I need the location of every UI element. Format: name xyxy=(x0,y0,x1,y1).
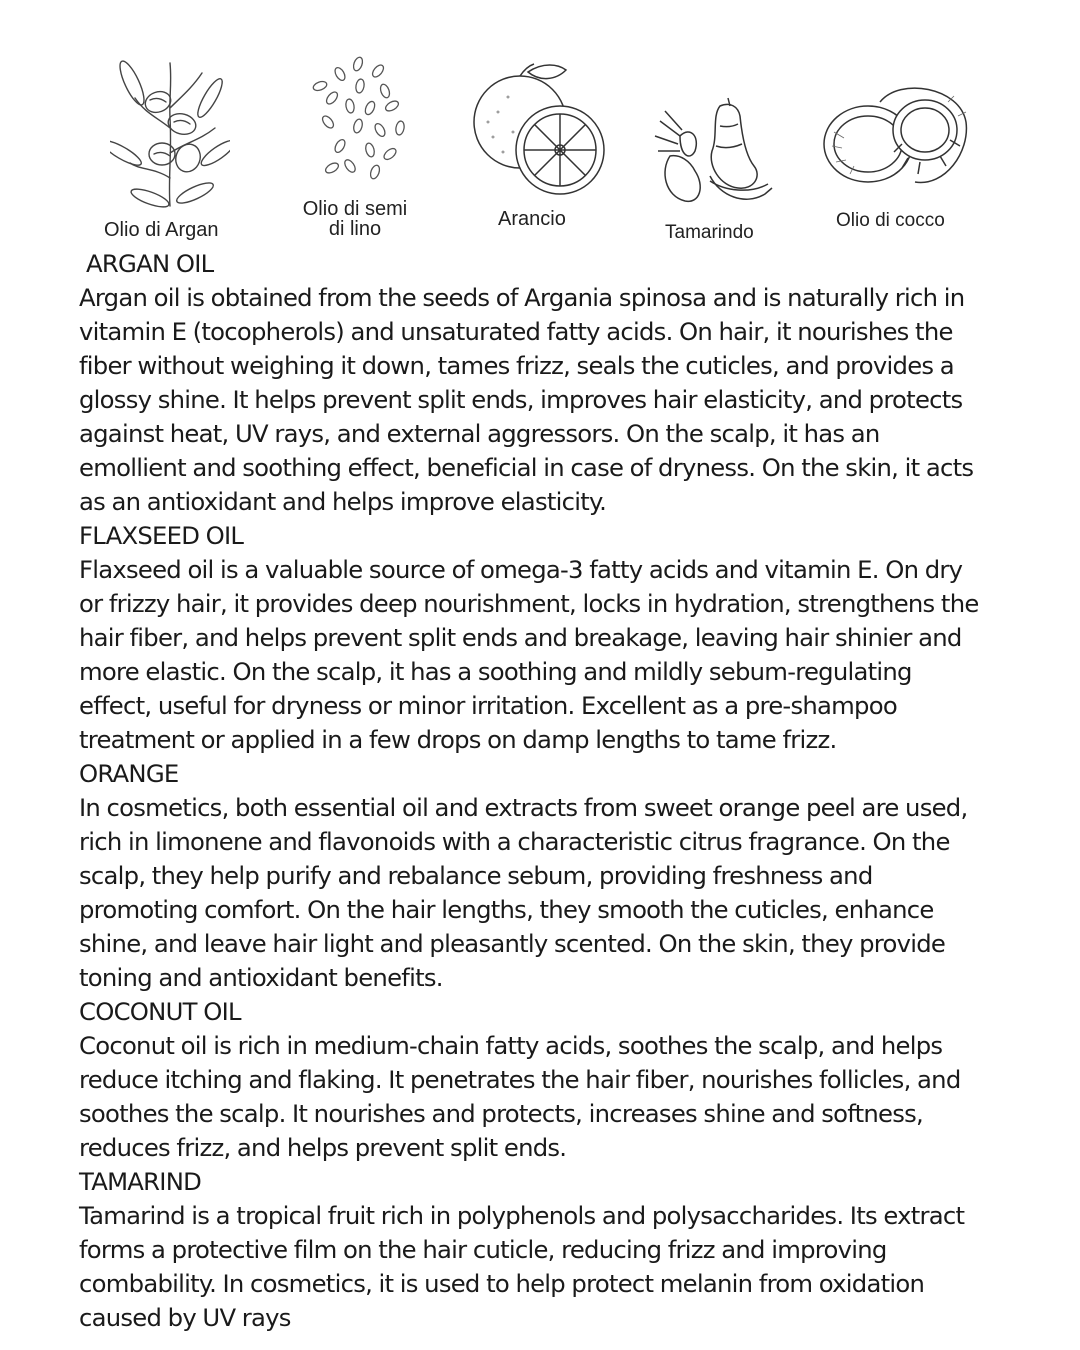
coconut-icon xyxy=(820,82,970,192)
section-body-orange: In cosmetics, both essential oil and extracts from sweet orange peel are used, rich in limonene and flavonoids with a characteristic citrus fragrance. On the scalp, they help purify and rebalance sebum, providing freshness and promoting comfort. On the hair lengths, they smooth the cuticles, enhance shine, and leave hair light and pleasantly scented. On the skin, they provide toning and antioxidant benefits. xyxy=(79,793,968,992)
icon-label-flaxseed-text: Olio di semi di lino xyxy=(302,198,408,240)
section-body-flaxseed-oil: Flaxseed oil is a valuable source of omega-3 fatty acids and vitamin E. On dry or frizzy hair, it provides deep nourishment, locks in hydration, strengthens the hair fiber, and helps prevent split ends and breakage, leaving hair shinier and more elastic. On the scalp, it has a soothing and mildly sebum-regulating effect, useful for dryness or minor irritation. Excellent as a pre-shampoo treatment or applied in a few drops on damp lengths to tame frizz. xyxy=(79,555,979,754)
section-title-orange: ORANGE xyxy=(79,759,179,788)
section-body-coconut-oil: Coconut oil is rich in medium-chain fatty acids, soothes the scalp, and helps reduce itching and flaking. It penetrates the hair fiber, nourishes follicles, and soothes the scalp. It nourishes and protects, increases shine and softness, reduces frizz, and helps prevent split ends. xyxy=(79,1031,961,1162)
argan-branch-icon xyxy=(110,58,230,208)
icon-label-argan: Olio di Argan xyxy=(104,219,219,241)
section-title-argan-oil: ARGAN OIL xyxy=(86,249,214,278)
section-orange xyxy=(79,757,984,995)
ingredients-description xyxy=(79,247,984,1335)
section-body-argan-oil: Argan oil is obtained from the seeds of Argania spinosa and is naturally rich in vitamin E (tocopherols) and unsaturated fatty acids. On hair, it nourishes the fiber without weighing it down, tames frizz, seals the cuticles, and provides a glossy shine. It helps prevent split ends, improves hair elasticity, and protects against heat, UV rays, and external aggressors. On the scalp, it has an emollient and soothing effect, beneficial in case of dryness. On the skin, it acts as an antioxidant and helps improve elasticity. xyxy=(79,283,974,516)
icon-label-flaxseed xyxy=(293,199,417,239)
section-title-flaxseed-oil: FLAXSEED OIL xyxy=(79,521,244,550)
icon-label-tamarind: Tamarindo xyxy=(665,222,754,243)
icon-label-orange: Arancio xyxy=(498,208,566,230)
flax-seeds-icon xyxy=(310,56,410,186)
tamarind-icon xyxy=(650,96,780,211)
section-tamarind xyxy=(79,1165,984,1335)
ingredient-icons-row xyxy=(0,0,1080,250)
section-title-tamarind: TAMARIND xyxy=(79,1167,202,1196)
orange-icon xyxy=(468,62,608,197)
section-flaxseed-oil xyxy=(79,519,984,757)
section-body-tamarind: Tamarind is a tropical fruit rich in polyphenols and polysaccharides. Its extract forms a protective film on the hair cuticle, reducing frizz and improving combability. In cosmetics, it is used to help protect melanin from oxidation caused by UV rays xyxy=(79,1201,965,1332)
section-argan-oil xyxy=(79,247,984,519)
icon-label-coconut: Olio di cocco xyxy=(836,210,945,231)
section-coconut-oil xyxy=(79,995,984,1165)
section-title-coconut-oil: COCONUT OIL xyxy=(79,997,241,1026)
